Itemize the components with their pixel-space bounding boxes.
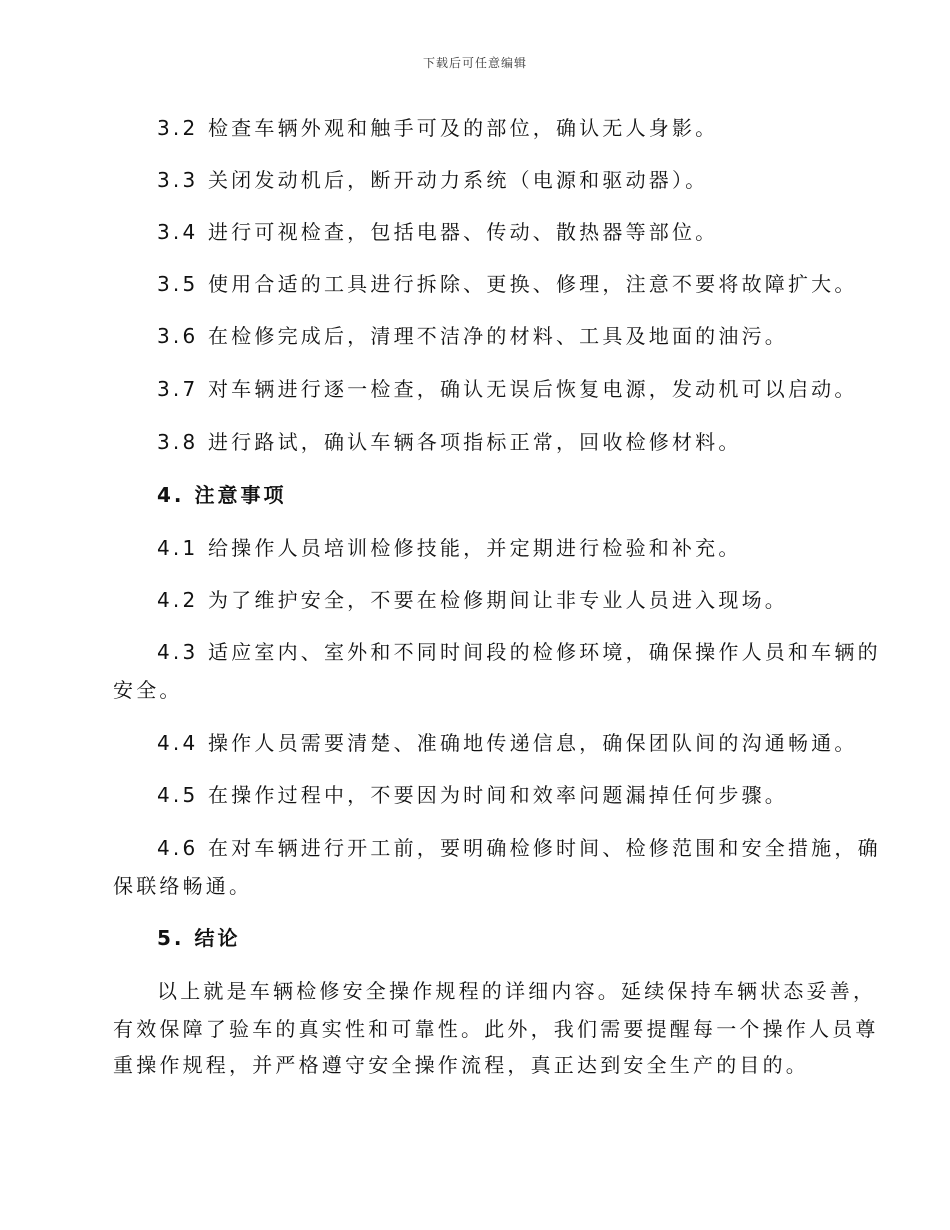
list-item-3-5: 3.5 使用合适的工具进行拆除、更换、修理，注意不要将故障扩大。 (157, 272, 858, 296)
list-item-3-8: 3.8 进行路试，确认车辆各项指标正常，回收检修材料。 (157, 430, 742, 454)
list-item-3-6: 3.6 在检修完成后，清理不洁净的材料、工具及地面的油污。 (157, 324, 788, 348)
list-item-4-1: 4.1 给操作人员培训检修技能，并定期进行检验和补充。 (157, 536, 742, 560)
list-item-3-7: 3.7 对车辆进行逐一检查，确认无误后恢复电源，发动机可以启动。 (157, 377, 858, 401)
list-item-3-4: 3.4 进行可视检查，包括电器、传动、散热器等部位。 (157, 220, 719, 244)
list-item-3-2: 3.2 检查车辆外观和触手可及的部位，确认无人身影。 (157, 116, 719, 140)
list-item-4-6-line-2: 保联络畅通。 (113, 874, 253, 898)
page-header: 下载后可任意编辑 (422, 56, 527, 70)
paragraph-line-3: 重操作规程，并严格遵守安全操作流程，真正达到安全生产的目的。 (113, 1053, 809, 1077)
section-heading-5: 5. 结论 (157, 926, 241, 950)
list-item-4-3-line-1: 4.3 适应室内、室外和不同时间段的检修环境，确保操作人员和车辆的 (157, 640, 881, 664)
paragraph-line-1: 以上就是车辆检修安全操作规程的详细内容。延续保持车辆状态妥善， (157, 979, 877, 1003)
list-item-4-4: 4.4 操作人员需要清楚、准确地传递信息，确保团队间的沟通畅通。 (157, 731, 858, 755)
list-item-4-5: 4.5 在操作过程中，不要因为时间和效率问题漏掉任何步骤。 (157, 783, 788, 807)
list-item-3-3: 3.3 关闭发动机后，断开动力系统（电源和驱动器）。 (157, 168, 709, 192)
list-item-4-6-line-1: 4.6 在对车辆进行开工前，要明确检修时间、检修范围和安全措施，确 (157, 836, 881, 860)
paragraph-line-2: 有效保障了验车的真实性和可靠性。此外，我们需要提醒每一个操作人员尊 (113, 1017, 879, 1041)
section-heading-4: 4. 注意事项 (157, 483, 287, 507)
list-item-4-3-line-2: 安全。 (113, 678, 183, 702)
list-item-4-2: 4.2 为了维护安全，不要在检修期间让非专业人员进入现场。 (157, 588, 788, 612)
